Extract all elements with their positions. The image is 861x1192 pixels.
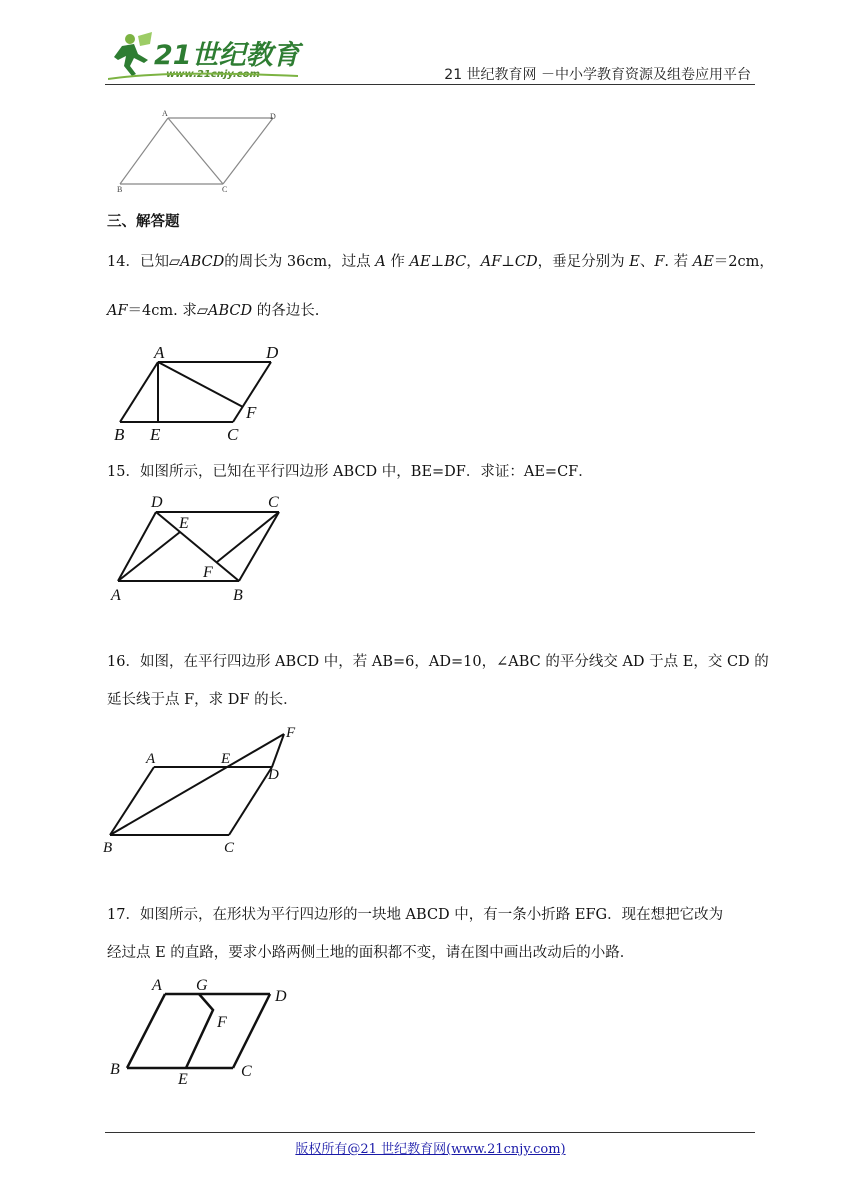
q14-text: ， [466,254,481,270]
q14-var: E [629,254,640,270]
q17-line-2: 经过点 E 的直路，要求小路两侧土地的面积都不变，请在图中画出改动后的小路． [107,945,635,961]
q15-text: 15．如图所示，已知在平行四边形 ABCD 中，BE=DF．求证：AE=CF． [107,464,593,480]
fig15-label-b: B [233,587,243,602]
fig13-label-b: B [117,185,123,194]
fig15-label-f: F [203,564,213,581]
fig16-label-c: C [224,840,235,856]
runner-icon [114,32,152,76]
fig17-label-e: E [178,1071,188,1087]
fig17-label-a: A [152,977,162,994]
q14-var: AE [692,254,714,270]
q14-line-2 [107,301,319,321]
fig15-label-d: D [151,494,163,511]
figure-17 [105,972,295,1087]
header-divider [105,84,755,85]
fig13-label-c: C [222,185,228,194]
q14-var: AE [409,254,431,270]
fig15-label-c: C [268,494,279,511]
q14-line-1 [107,252,774,272]
fig17-label-c: C [241,1063,252,1080]
q14-text: 14．已知 [107,254,169,270]
fig16-label-b: B [103,840,113,856]
q14-var: CD [514,254,538,270]
fig14-label-d: D [266,343,279,362]
q14-text: . 若 [664,254,693,270]
q14-text: 的周长为 36cm，过点 [224,254,376,270]
site-logo [108,30,308,82]
footer-divider [105,1132,755,1133]
footer-copyright[interactable] [0,1138,861,1157]
fig16-label-f: F [286,725,296,741]
q17-line-1: 17．如图所示，在形状为平行四边形的一块地 ABCD 中，有一条小折路 EFG．现在想把它改为 [107,907,724,923]
q14-text: 作 [385,254,410,270]
perp-symbol: ⊥ [430,254,445,270]
fig16-label-d: D [268,767,279,783]
q14-var: BC [444,254,467,270]
q16-line-1: 16．如图，在平行四边形 ABCD 中，若 AB=6，AD=10，∠ABC 的平分线交 AD 于点 E，交 CD 的 [107,654,769,670]
parallelogram-symbol: ▱ [196,303,209,319]
q14-text: 、 [639,254,655,270]
fig14-label-e: E [150,425,161,444]
figure-16 [102,722,302,857]
parallelogram-symbol: ▱ [168,254,181,270]
site-title: 21 世纪教育网 －中小学教育资源及组卷应用平台 [444,67,751,83]
perp-symbol: ⊥ [501,254,515,270]
fig17-label-b: B [110,1061,120,1078]
q14-var: F [654,254,665,270]
fig15-label-e: E [179,515,189,532]
fig14-label-a: A [154,343,165,362]
q14-text: ，垂足分别为 [537,254,630,270]
fig16-label-e: E [221,751,231,767]
fig17-label-f: F [217,1014,227,1031]
fig17-label-g: G [196,977,208,994]
fig14-label-f: F [246,403,257,422]
q14-var: ABCD [208,303,253,319]
fig16-label-a: A [146,751,156,767]
q14-text: ＝4cm. 求 [127,303,197,319]
fig13-label-d: D [270,112,276,121]
q14-var: AF [107,303,128,319]
fig13-label-a: A [162,109,168,118]
figure-15 [107,490,287,602]
q14-text: 的各边长. [252,303,320,319]
q16-line-2: 延长线于点 F，求 DF 的长． [107,692,298,708]
figure-14 [108,340,293,445]
footer-link[interactable]: 版权所有@21 世纪教育网(www.21cnjy.com) [295,1142,566,1157]
fig14-label-c: C [227,425,239,444]
fig15-label-a: A [111,587,121,602]
q14-var: A [375,254,386,270]
figure-13 [112,108,284,194]
q14-var: AF [480,254,502,270]
fig14-label-b: B [114,425,125,444]
q14-text: ＝2cm， [713,254,774,270]
logo-text: 21世纪教育 [154,40,300,71]
q14-var: ABCD [180,254,225,270]
section-title: 三、解答题 [107,214,180,230]
logo-url: www.21cnjy.com [166,69,260,80]
fig17-label-d: D [275,988,287,1005]
